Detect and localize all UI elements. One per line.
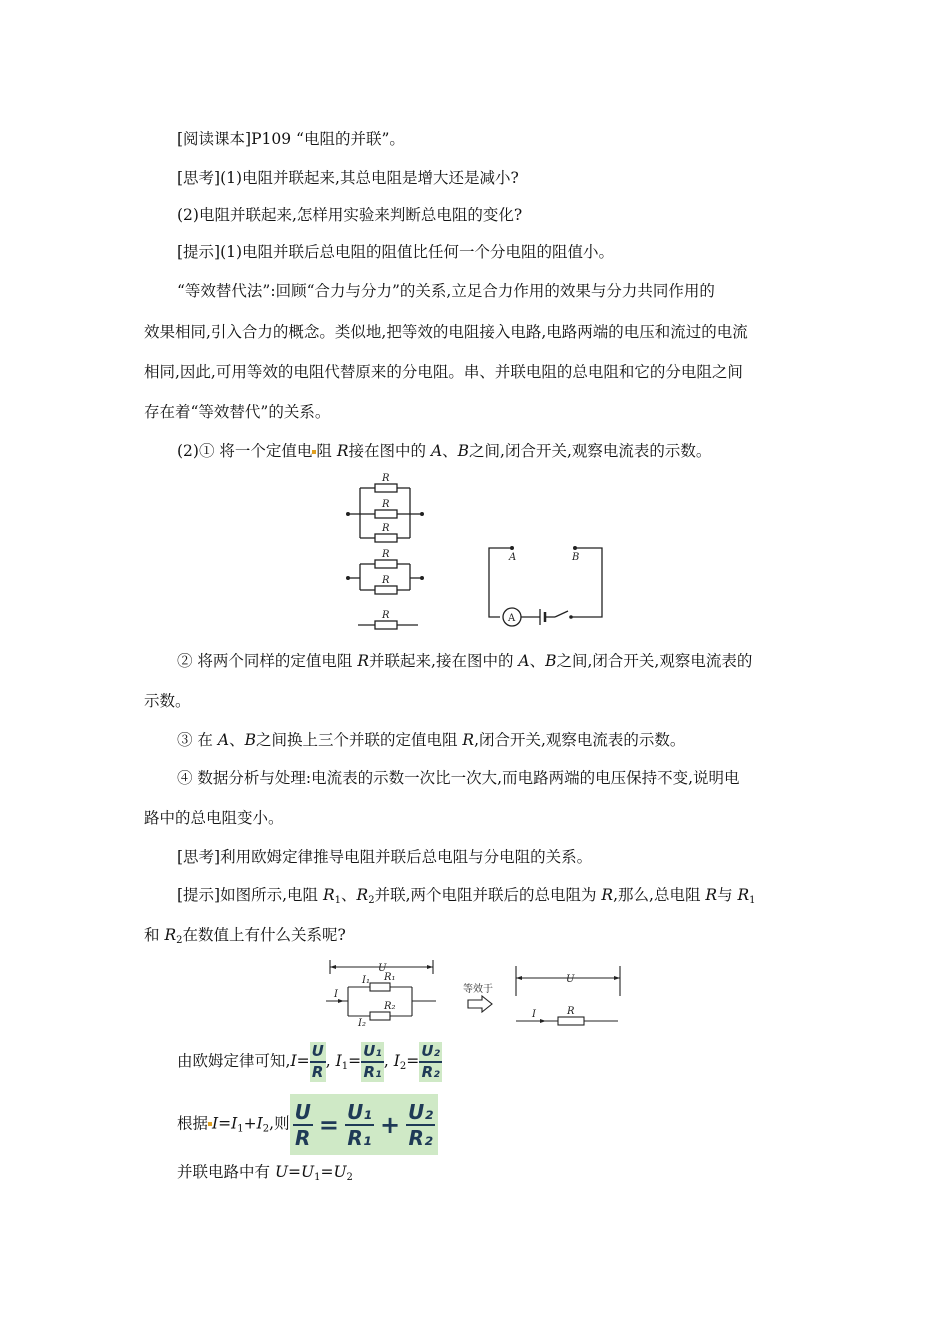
- figure-parallel-equivalent: [318, 956, 628, 1036]
- subscript: 1: [341, 1061, 349, 1072]
- ammeter-icon: A: [508, 613, 516, 624]
- text: [提示]如图所示,电阻: [177, 886, 323, 904]
- var-A: A: [217, 731, 230, 749]
- subscript: 2: [262, 1123, 270, 1135]
- para-hint-1: [提示](1)电阻并联后总电阻的阻值比任何一个分电阻的阻值小。: [177, 243, 615, 261]
- fraction-U1-over-R1: [361, 1042, 384, 1082]
- label-R1: R₁: [384, 972, 396, 983]
- text: =: [320, 1163, 334, 1181]
- numerator: U₂: [419, 1042, 442, 1063]
- text: =: [218, 1114, 232, 1133]
- var-I: I: [212, 1114, 219, 1133]
- equals-sign: =: [318, 1110, 339, 1139]
- fraction-U-over-R: [310, 1042, 326, 1082]
- var-B: B: [244, 731, 256, 749]
- var-R: R: [601, 886, 614, 904]
- text: ,那么,总电阻: [613, 886, 706, 904]
- text: 之间,闭合开关,观察电流表的示数。: [469, 442, 712, 460]
- label-terminal-B: B: [572, 552, 580, 563]
- para-equiv-1: “等效替代法”:回顾“合力与分力”的关系,立足合力作用的效果与分力共同作用的: [177, 282, 715, 300]
- label-U: U: [566, 974, 575, 985]
- label-R: R: [382, 575, 390, 586]
- var-I2: I: [393, 1052, 400, 1070]
- para-step-2: [177, 650, 752, 672]
- denominator: R₂: [408, 1125, 433, 1150]
- text: ② 将两个同样的定值电阻: [177, 652, 358, 670]
- para-step-4-cont: 路中的总电阻变小。: [144, 809, 284, 827]
- denominator: R₁: [347, 1125, 372, 1150]
- label-R: R: [382, 549, 390, 560]
- text: ,: [325, 1052, 331, 1070]
- para-hint-2: [177, 884, 756, 912]
- text: =: [296, 1052, 310, 1070]
- para-step-3: [177, 729, 685, 751]
- para-think-3: [思考]利用欧姆定律推导电阻并联后总电阻与分电阻的关系。: [177, 848, 593, 866]
- text: ,则: [269, 1114, 290, 1133]
- text: 、: [229, 731, 245, 749]
- para-step-4: ④ 数据分析与处理:电流表的示数一次比一次大,而电路两端的电压保持不变,说明电: [177, 769, 740, 787]
- numerator: U: [310, 1042, 326, 1063]
- text: 根据: [177, 1114, 209, 1133]
- current-sum-line: [177, 1094, 438, 1157]
- para-equiv-3: 相同,因此,可用等效的电阻代替原来的分电阻。串、并联电阻的总电阻和它的分电阻之间: [144, 363, 743, 381]
- para-hint-2-cont: [144, 924, 346, 952]
- fraction-U-over-R: [293, 1100, 313, 1150]
- denominator: R₂: [421, 1063, 440, 1081]
- subscript: 1: [749, 895, 756, 906]
- var-R: R: [336, 442, 349, 460]
- para-read-textbook: [阅读课本]P109 “电阻的并联”。: [177, 130, 405, 148]
- text: ,: [383, 1052, 389, 1070]
- var-R: R: [705, 886, 718, 904]
- denominator: R: [311, 1063, 324, 1081]
- var-R: R: [322, 886, 335, 904]
- label-R2: R₂: [384, 1001, 396, 1012]
- var-I1: I: [231, 1114, 238, 1133]
- subscript: 2: [368, 895, 375, 906]
- label-I: I: [334, 989, 338, 1000]
- text: 并联,两个电阻并联后的总电阻为: [374, 886, 602, 904]
- text: 之间,闭合开关,观察电流表的: [556, 652, 753, 670]
- text: 阻: [316, 442, 337, 460]
- var-A: A: [430, 442, 443, 460]
- numerator: U₂: [408, 1099, 434, 1124]
- var-R: R: [356, 886, 369, 904]
- text: 之间换上三个并联的定值电阻: [255, 731, 463, 749]
- fraction-U1-over-R1: [345, 1100, 374, 1150]
- text: 在数值上有什么关系呢?: [182, 926, 346, 944]
- text: 和: [144, 926, 165, 944]
- text: 、: [529, 652, 546, 670]
- label-R: R: [382, 473, 390, 484]
- para-equiv-4: 存在着“等效替代”的关系。: [144, 403, 331, 421]
- para-think-1: [思考](1)电阻并联起来,其总电阻是增大还是减小?: [177, 169, 519, 187]
- var-I2: I: [256, 1114, 263, 1133]
- text: (2)① 将一个定值电: [177, 442, 313, 460]
- text: ③ 在: [177, 731, 218, 749]
- var-U2: U: [333, 1163, 347, 1181]
- label-R: R: [382, 523, 390, 534]
- text: 并联起来,接在图中的: [369, 652, 519, 670]
- text: 、: [442, 442, 458, 460]
- text: 接在图中的: [348, 442, 431, 460]
- var-B: B: [457, 442, 470, 460]
- var-I1: I: [335, 1052, 342, 1070]
- figure-test-circuit: [340, 468, 620, 640]
- text: =: [406, 1052, 420, 1070]
- subscript: 2: [399, 1061, 407, 1072]
- label-I1: I₁: [362, 975, 370, 986]
- text: ,闭合开关,观察电流表的示数。: [474, 731, 686, 749]
- var-A: A: [518, 652, 530, 670]
- numerator: U₁: [346, 1099, 372, 1124]
- equation-parallel-sum: [290, 1094, 438, 1155]
- text: 并联电路中有: [177, 1163, 275, 1181]
- var-R: R: [357, 652, 370, 670]
- label-R: R: [567, 1006, 575, 1017]
- var-I: I: [290, 1052, 297, 1070]
- text: +: [243, 1114, 257, 1133]
- fraction-U2-over-R2: [406, 1100, 435, 1150]
- var-U1: U: [301, 1163, 315, 1181]
- numerator: U: [294, 1099, 311, 1124]
- text: =: [288, 1163, 302, 1181]
- label-R: R: [382, 610, 390, 621]
- label-R: R: [382, 499, 390, 510]
- subscript: 1: [237, 1123, 244, 1135]
- var-R: R: [462, 731, 475, 749]
- denominator: R: [295, 1125, 311, 1150]
- label-terminal-A: A: [509, 552, 517, 563]
- text: 由欧姆定律可知,: [177, 1052, 291, 1070]
- subscript: 2: [176, 935, 183, 946]
- var-U: U: [274, 1163, 289, 1181]
- para-equiv-2: 效果相同,引入合力的概念。类似地,把等效的电阻接入电路,电路两端的电压和流过的电流: [144, 323, 748, 341]
- subscript: 2: [346, 1172, 353, 1183]
- numerator: U₁: [361, 1042, 384, 1063]
- denominator: R₁: [363, 1063, 382, 1081]
- label-equivalent: 等效于: [463, 984, 493, 995]
- label-I2: I₂: [358, 1018, 366, 1029]
- var-R: R: [737, 886, 750, 904]
- label-I: I: [532, 1009, 536, 1020]
- fraction-U2-over-R2: [419, 1042, 442, 1082]
- voltage-equal-line: [177, 1161, 353, 1189]
- label-U: U: [378, 963, 387, 974]
- text: 与: [717, 886, 738, 904]
- text: 、: [341, 886, 357, 904]
- var-R: R: [164, 926, 177, 944]
- para-step-1: [177, 440, 711, 462]
- ohm-law-line: [177, 1036, 442, 1092]
- para-think-2: (2)电阻并联起来,怎样用实验来判断总电阻的变化?: [177, 206, 523, 224]
- subscript: 1: [314, 1172, 321, 1183]
- para-step-2-cont: 示数。: [144, 692, 191, 710]
- text: =: [348, 1052, 362, 1070]
- subscript: 1: [334, 895, 341, 906]
- var-B: B: [545, 652, 557, 670]
- plus-sign: +: [379, 1110, 401, 1139]
